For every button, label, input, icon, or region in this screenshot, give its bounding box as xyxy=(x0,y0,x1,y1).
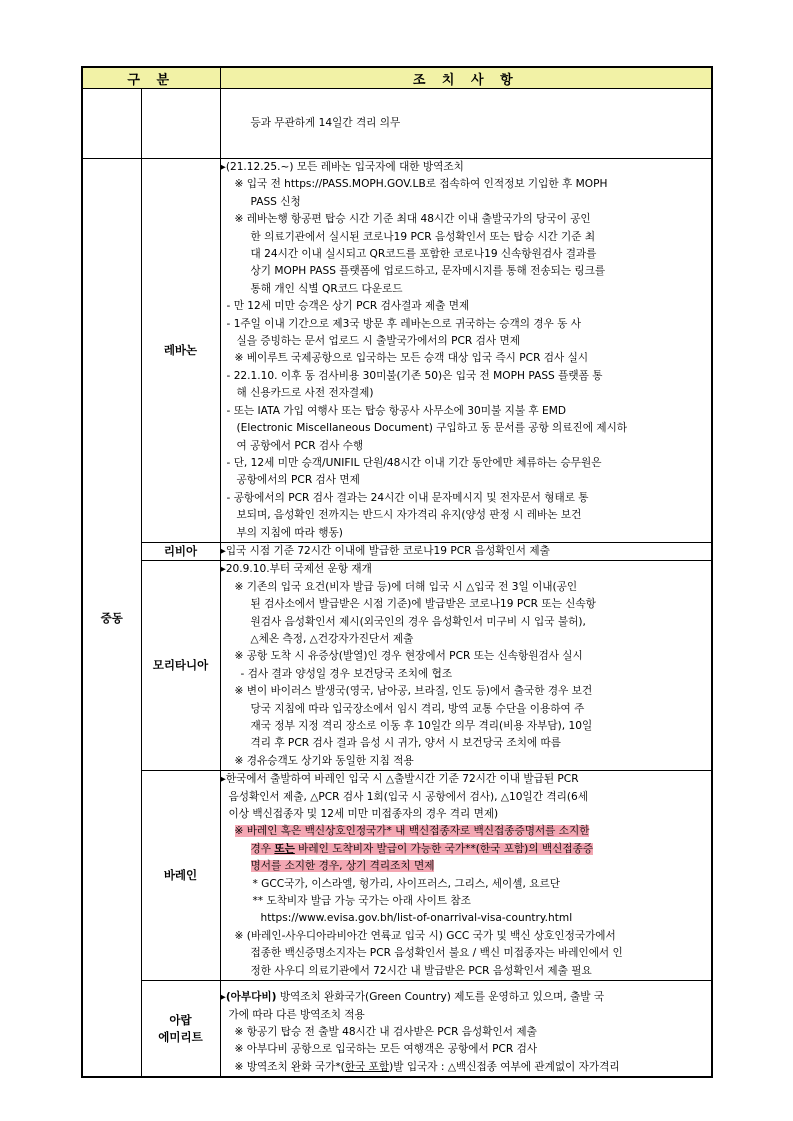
list-item xyxy=(221,823,712,840)
highlight-text: 명서를 소지한 경우, 상기 격리조치 면제 xyxy=(250,860,435,873)
list-item xyxy=(221,989,712,1006)
list-item: 가에 따라 다른 방역조치 적용 xyxy=(228,1008,365,1021)
list-item: 원검사 음성확인서 제시(외국인의 경우 음성확인서 미구비 시 입국 불허), xyxy=(250,615,586,628)
highlight-text xyxy=(251,843,594,855)
list-item: 대 24시간 이내 실시되고 QR코드를 포함한 코로나19 신속항원검사 결과를 xyxy=(250,248,597,261)
list-item: 당국 지침에 따라 입국장소에서 임시 격리, 방역 교통 수단을 이용하여 주 xyxy=(250,702,585,715)
list-item: ※ 입국 전 https://PASS.MOPH.GOV.LB로 접속하여 인적정보 기입한 후 MOPH xyxy=(234,178,608,191)
country-uae xyxy=(141,981,220,1078)
list-item: ※ 공항 도착 시 유증상(발열)인 경우 현장에서 PCR 또는 신속항원검사 실시 xyxy=(234,650,583,663)
list-item: ▸입국 시점 기준 72시간 이내에 발급한 코로나19 PCR 음성확인서 제출 xyxy=(220,544,550,557)
list-item: - 만 12세 미만 승객은 상기 PCR 검사결과 제출 면제 xyxy=(226,300,470,313)
list-item xyxy=(221,858,712,875)
bullet-icon: ▸ xyxy=(220,991,226,1004)
list-item: ※ 항공기 탑승 전 출발 48시간 내 검사받은 PCR 음성확인서 제출 xyxy=(234,1025,537,1038)
list-item: 상기 MOPH PASS 플랫폼에 업로드하고, 문자메시지를 통해 전송되는 링크를 xyxy=(250,265,606,278)
highlight-text: ※ 바레인 혹은 백신상호인정국가* 내 백신접종자로 백신접종증명서를 소지한 xyxy=(234,825,590,838)
list-item: (Electronic Miscellaneous Document) 구입하고 동 문서를 공항 의료진에 제시하 xyxy=(236,422,628,435)
libya-measures xyxy=(220,542,712,560)
list-item xyxy=(221,1059,712,1076)
list-item: 통해 개인 식별 QR코드 다운로드 xyxy=(250,282,403,295)
list-item: 격리 후 PCR 검사 결과 음성 시 귀가, 양서 시 보건당국 조치에 따름 xyxy=(250,737,562,750)
list-item: ▸한국에서 출발하여 바레인 입국 시 △출발시간 기준 72시간 이내 발급된 PCR xyxy=(220,773,579,786)
header-category: 구 분 xyxy=(82,67,220,89)
list-item: ※ 기존의 입국 요건(비자 발급 등)에 더해 입국 시 △입국 전 3일 이내(공인 xyxy=(234,580,578,593)
list-item: ▸20.9.10.부터 국제선 운항 재개 xyxy=(220,563,372,576)
top-country-cell xyxy=(141,89,220,159)
country-uae-line1: 아랍 xyxy=(169,1012,192,1027)
text-fragment: ※ 방역조치 완화 국가*( xyxy=(234,1060,345,1073)
list-item: - 검사 결과 양성일 경우 보건당국 조치에 협조 xyxy=(240,667,453,680)
header-measures: 조 치 사 항 xyxy=(220,67,712,89)
list-item: ※ (바레인-사우디아라비아간 연륙교 입국 시) GCC 국가 및 백신 상호인정국가에서 xyxy=(234,929,616,942)
country-lebanon: 레바논 xyxy=(141,159,220,543)
list-item: 여 공항에서 PCR 검사 수행 xyxy=(236,439,364,452)
list-item: ※ 레바논행 항공편 탑승 시간 기준 최대 48시간 이내 출발국가의 당국이 공인 xyxy=(234,213,591,226)
country-bahrain: 바레인 xyxy=(141,771,220,981)
list-item: ※ 아부다비 공항으로 입국하는 모든 여행객은 공항에서 PCR 검사 xyxy=(234,1043,538,1056)
country-mauritania: 모리타니아 xyxy=(141,561,220,771)
visa-country-link[interactable]: https://www.evisa.gov.bh/list-of-onarrival-visa-country.html xyxy=(260,912,573,925)
list-item: 해 신용카드로 사전 전자결제) xyxy=(236,387,374,400)
list-item: ※ 베이루트 국제공항으로 입국하는 모든 승객 대상 입국 즉시 PCR 검사 실시 xyxy=(234,352,589,365)
list-item: 된 검사소에서 발급받은 시점 기준)에 발급받은 코로나19 PCR 또는 신속항 xyxy=(250,598,596,611)
list-item: 보되며, 음성확인 전까지는 반드시 자가격리 유지(양성 판정 시 레바논 보건 xyxy=(236,509,582,522)
list-item: 부의 지침에 따라 행동) xyxy=(236,526,343,539)
top-row-text: 등과 무관하게 14일간 격리 의무 xyxy=(220,89,712,159)
country-uae-line2: 에미리트 xyxy=(158,1029,203,1044)
mauritania-measures xyxy=(220,561,712,771)
list-item: ** 도착비자 발급 가능 국가는 아래 사이트 참조 xyxy=(252,895,471,908)
list-item: 한 의료기관에서 실시된 코로나19 PCR 음성확인서 또는 탑승 시간 기준 최 xyxy=(250,230,596,243)
emphasis-text: (아부다비) xyxy=(225,991,277,1004)
region-middle-east: 중동 xyxy=(82,159,141,1078)
list-item: - 단, 12세 미만 승객/UNIFIL 단원/48시간 이내 기간 동안에만 체류하는 승무원은 xyxy=(226,456,602,469)
text-fragment: 바레인 도착비자 발급이 가능한 국가**(한국 포함)의 백신접종증 xyxy=(294,842,594,855)
list-item xyxy=(221,841,712,858)
list-item: 재국 정부 지정 격리 장소로 이동 후 10일간 의무 격리(비용 자부담), 10일 xyxy=(250,720,593,732)
list-item: ※ 변이 바이러스 발생국(영국, 남아공, 브라질, 인도 등)에서 출국한 경우 보건 xyxy=(234,685,593,698)
list-item: * GCC국가, 이스라엘, 헝가리, 사이프러스, 그리스, 세이셸, 요르단 xyxy=(252,877,560,890)
text-fragment: 경우 xyxy=(250,842,275,855)
underline-text: 한국 포함 xyxy=(344,1060,390,1073)
list-item: 접종한 백신증명소지자는 PCR 음성확인서 불요 / 백신 미접종자는 바레인에서 인 xyxy=(250,947,623,960)
bahrain-measures xyxy=(220,771,712,981)
top-region-cell xyxy=(82,89,141,159)
list-item: - 또는 IATA 가입 여행사 또는 탑승 항공사 사무소에 30미불 지불 후 EMD xyxy=(226,404,567,417)
list-item: - 22.1.10. 이후 동 검사비용 30미불(기존 50)은 입국 전 MOPH PASS 플랫폼 통 xyxy=(226,369,603,382)
list-item: △체온 측정, △건강자가진단서 제출 xyxy=(250,632,414,645)
list-item: - 공항에서의 PCR 검사 결과는 24시간 이내 문자메시지 및 전자문서 형태로 통 xyxy=(226,491,589,504)
list-item: 음성확인서 제출, △PCR 검사 1회(입국 시 공항에서 검사), △10일간 격리(6세 xyxy=(228,790,588,803)
list-item: 실을 증빙하는 문서 업로드 시 출발국가에서의 PCR 검사 면제 xyxy=(236,335,520,348)
country-libya: 리비아 xyxy=(141,542,220,560)
list-item: ※ 경유승객도 상기와 동일한 지침 적용 xyxy=(234,754,414,767)
list-item: ▸(21.12.25.~) 모든 레바논 입국자에 대한 방역조치 xyxy=(220,161,464,173)
uae-measures xyxy=(220,981,712,1078)
text-fragment: 방역조치 완화국가(Green Country) 제도를 운영하고 있으며, 출발 국 xyxy=(276,991,605,1004)
measures-table xyxy=(81,66,713,1078)
list-item: 이상 백신접종자 및 12세 미만 미접종자의 경우 격리 면제) xyxy=(228,808,499,821)
list-item: - 1주일 이내 기간으로 제3국 방문 후 레바논으로 귀국하는 승객의 경우 동 사 xyxy=(226,317,581,330)
lebanon-measures xyxy=(220,159,712,543)
text-fragment: )발 입국자 : △백신접종 여부에 관계없이 자가격리 xyxy=(389,1060,620,1073)
list-item: PASS 신청 xyxy=(250,195,301,208)
list-item: 정한 사우디 의료기관에서 72시간 내 발급받은 PCR 음성확인서 제출 필요 xyxy=(250,964,592,977)
list-item: 공항에서의 PCR 검사 면제 xyxy=(236,474,360,487)
emphasis-text: 또는 xyxy=(274,842,295,855)
